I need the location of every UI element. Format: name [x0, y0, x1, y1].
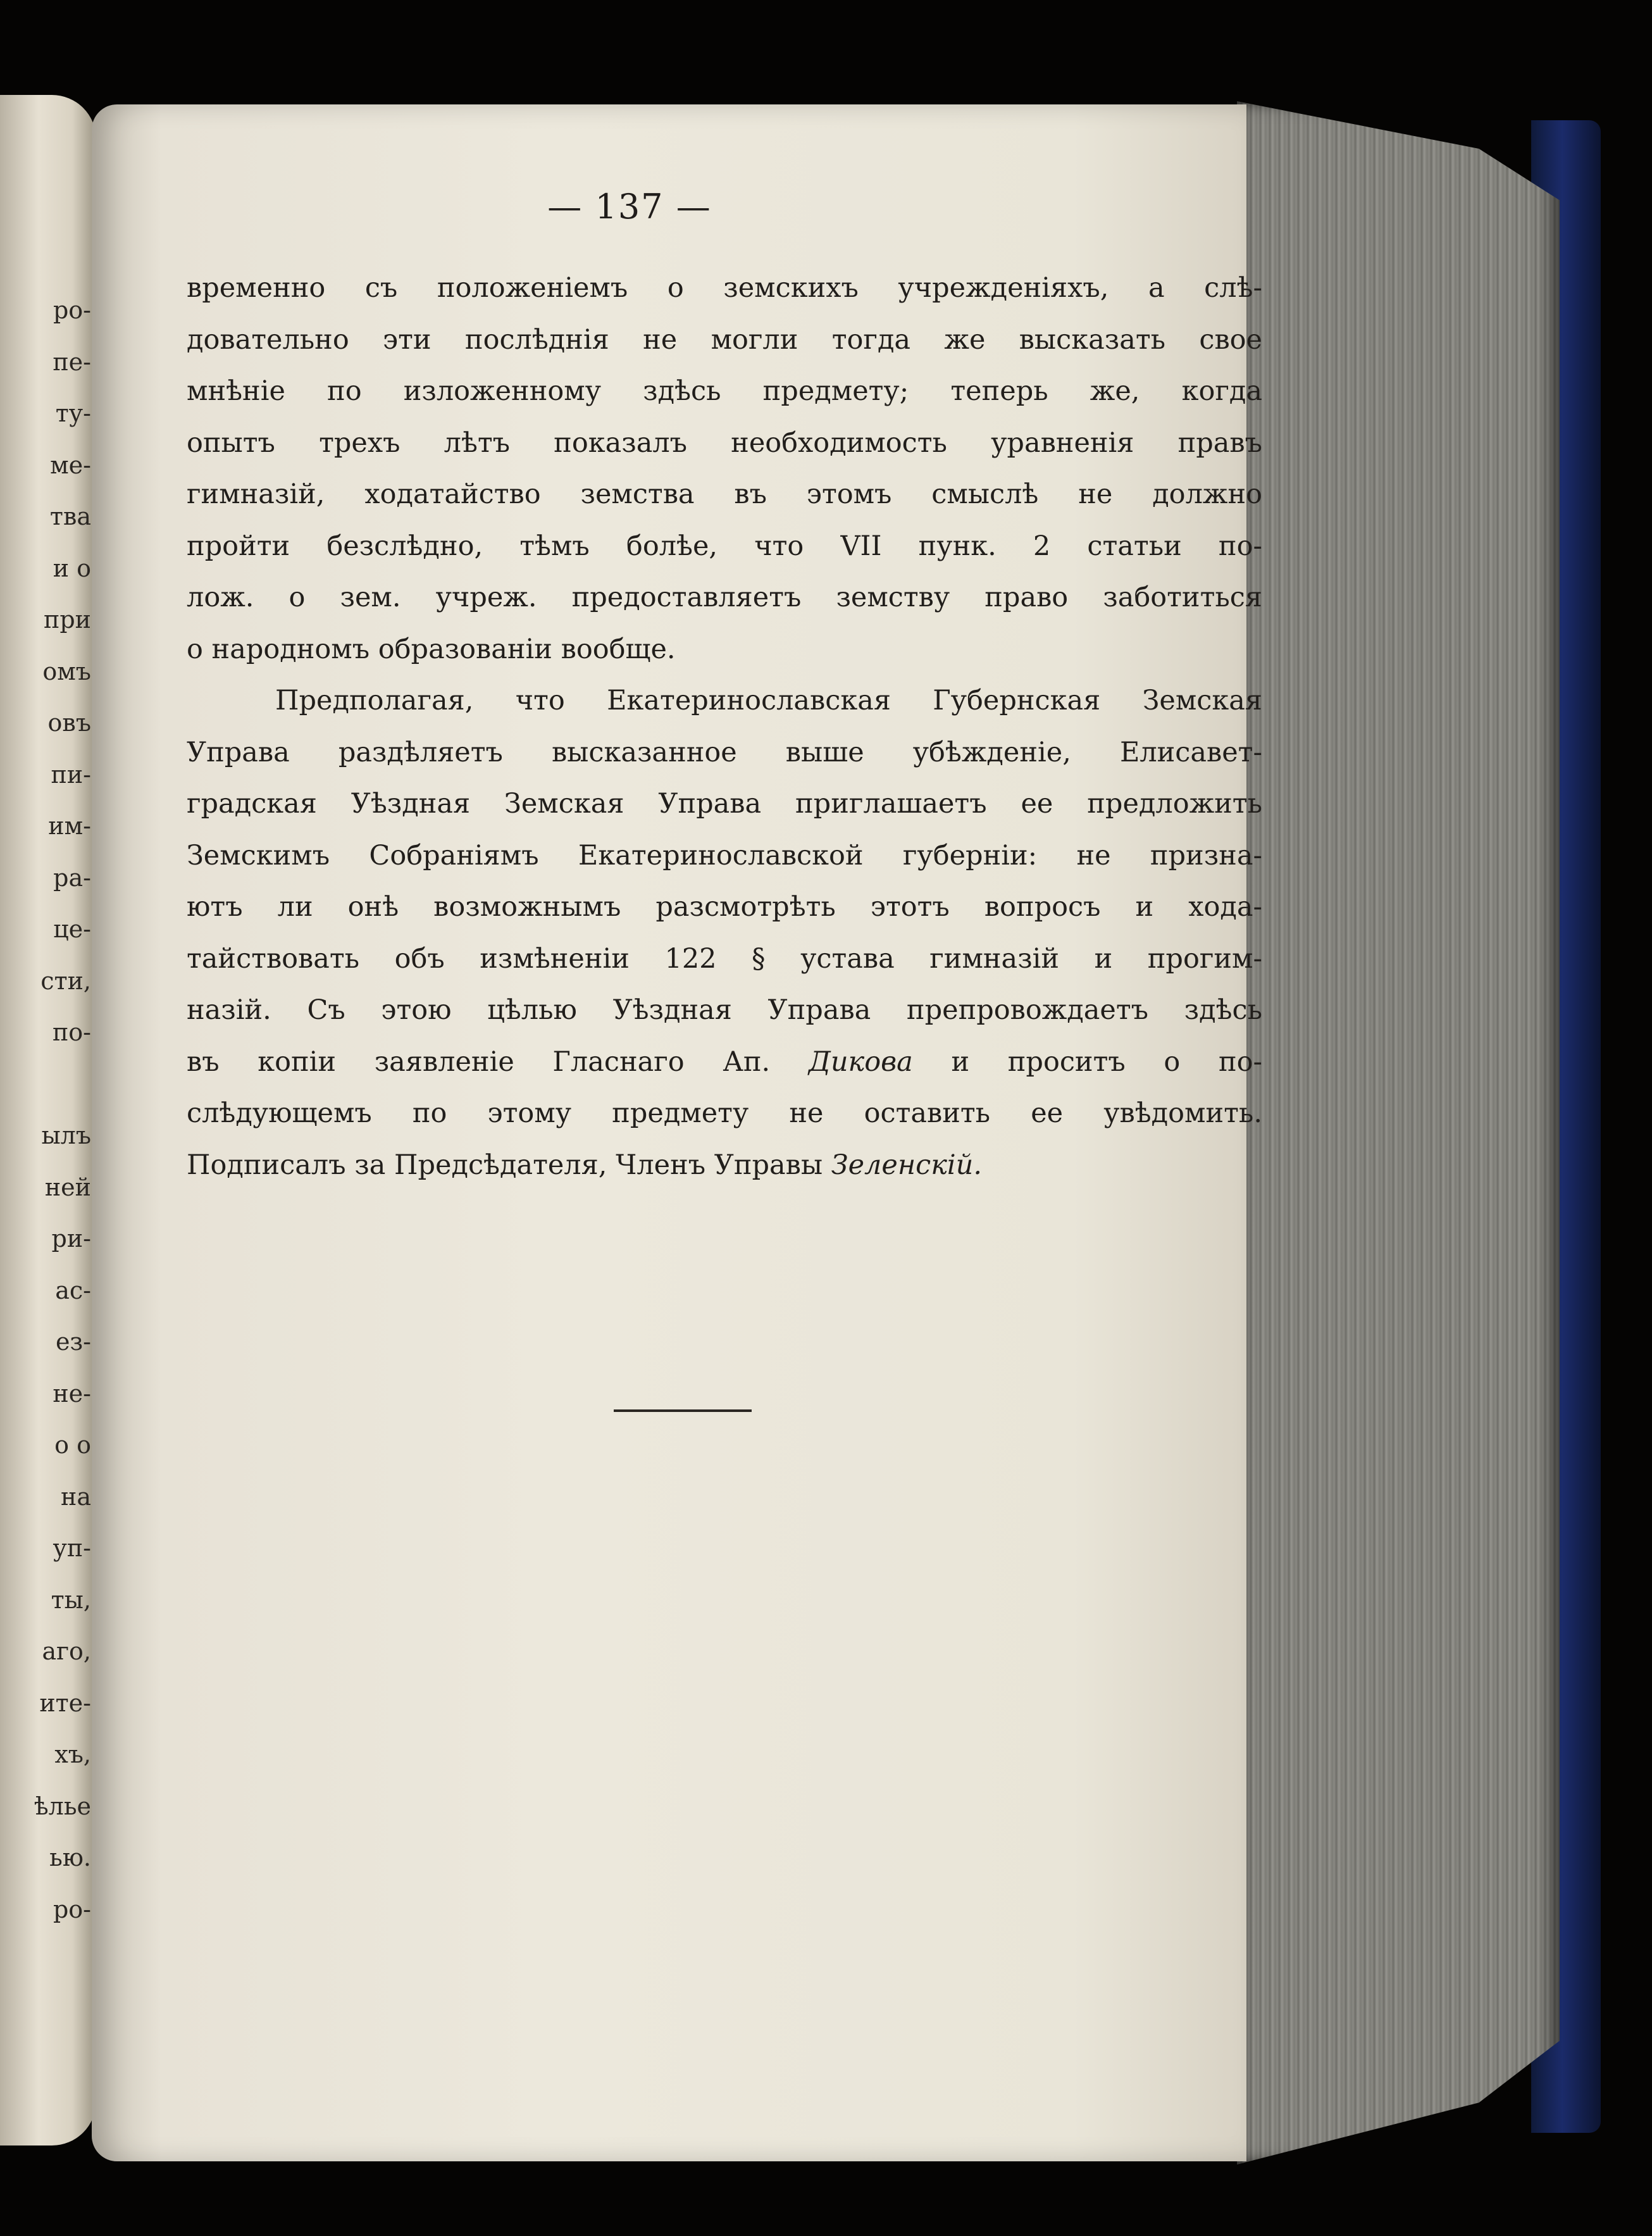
left-fragment: им-	[48, 812, 91, 840]
text-line: довательно эти послѣднія не могли тогда же высказать свое	[187, 323, 1262, 356]
left-fragment: ра-	[53, 863, 91, 892]
surname-dikov: Дикова	[808, 1046, 913, 1078]
left-fragment: це-	[53, 915, 91, 943]
left-fragment: ѣлье	[34, 1792, 91, 1820]
left-fragment: овъ	[47, 709, 91, 737]
text-line: Предполагая, что Екатеринославская Губернская Земская	[275, 685, 1262, 716]
text-line: мнѣніе по изложенному здѣсь предмету; теперь же, когда	[187, 375, 1262, 407]
text-line: градская Уѣздная Земская Управа приглашаетъ ее предложить	[187, 788, 1262, 820]
text-line: опытъ трехъ лѣтъ показалъ необходимость уравненія правъ	[187, 427, 1262, 459]
text-line: временно съ положеніемъ о земскихъ учрежденіяхъ, а слѣ-	[187, 272, 1262, 304]
text-line: Земскимъ Собраніямъ Екатеринославской губерніи: не призна-	[187, 839, 1262, 871]
left-fragment: ылъ	[41, 1121, 91, 1149]
left-fragment: пи-	[51, 760, 91, 789]
left-fragment: ты,	[51, 1585, 91, 1614]
left-fragment: ас-	[55, 1276, 91, 1304]
right-page	[92, 104, 1262, 2161]
left-fragment: ро-	[53, 296, 91, 324]
signature-line	[187, 1140, 1262, 1192]
left-fragment: ме-	[50, 451, 91, 479]
closing-rule	[614, 1409, 752, 1412]
text-line: лож. о зем. учреж. предоставляетъ земству право заботиться	[187, 582, 1262, 613]
text-segment: и проситъ о по-	[951, 1046, 1262, 1078]
left-fragment: ри-	[51, 1225, 91, 1252]
left-fragment: о о	[54, 1431, 91, 1459]
page-body	[187, 263, 1262, 1191]
surname-zelenskiy: Зеленскій.	[831, 1149, 983, 1181]
left-fragment: уп-	[53, 1534, 91, 1562]
left-page-text	[3, 285, 91, 1935]
left-page	[0, 95, 96, 2145]
left-fragment: аго,	[42, 1637, 91, 1665]
text-line: слѣдующемъ по этому предмету не оставить ее увѣдомить.	[187, 1097, 1262, 1129]
text-line: о народномъ образованіи вообще.	[187, 633, 676, 665]
text-segment: въ копіи заявленіе Гласнаго Ап.	[187, 1046, 771, 1078]
text-line: назій. Съ этою цѣлью Уѣздная Управа препровождаетъ здѣсь	[187, 994, 1262, 1026]
text-line: ютъ ли онѣ возможнымъ разсмотрѣть этотъ вопросъ и хода-	[187, 891, 1262, 923]
text-line: пройти безслѣдно, тѣмъ болѣе, что VII пунк. 2 статьи по-	[187, 530, 1262, 562]
text-line-dikov	[187, 1037, 1262, 1089]
left-fragment: ез-	[55, 1328, 91, 1356]
left-fragment: ту-	[55, 399, 91, 427]
left-fragment: ро-	[53, 1895, 91, 1923]
left-fragment: по-	[52, 1018, 91, 1046]
left-fragment: и о	[53, 554, 91, 582]
page-number: — 137 —	[547, 187, 712, 227]
left-fragment: при	[44, 606, 91, 634]
text-line: тайствовать объ измѣненіи 122 § устава гимназій и прогим-	[187, 942, 1262, 975]
left-fragment: ью.	[49, 1844, 91, 1871]
text-line: Управа раздѣляетъ высказанное выше убѣжденіе, Елисавет-	[187, 736, 1262, 768]
left-fragment: на	[61, 1482, 91, 1511]
left-fragment: ней	[44, 1173, 91, 1201]
page-edges	[1237, 101, 1560, 2164]
left-fragment: тва	[49, 503, 91, 530]
left-fragment: пе-	[53, 347, 91, 376]
left-fragment: хъ,	[54, 1740, 91, 1768]
text-line: гимназій, ходатайство земства въ этомъ смыслѣ не должно	[187, 478, 1262, 510]
left-fragment	[3, 1059, 91, 1111]
left-fragment: сти,	[40, 966, 91, 995]
left-fragment: омъ	[42, 657, 91, 685]
left-fragment: ите-	[39, 1689, 91, 1717]
left-fragment: не-	[53, 1379, 91, 1408]
text-segment: Подписалъ за Предсѣдателя, Членъ Управы	[187, 1149, 823, 1181]
